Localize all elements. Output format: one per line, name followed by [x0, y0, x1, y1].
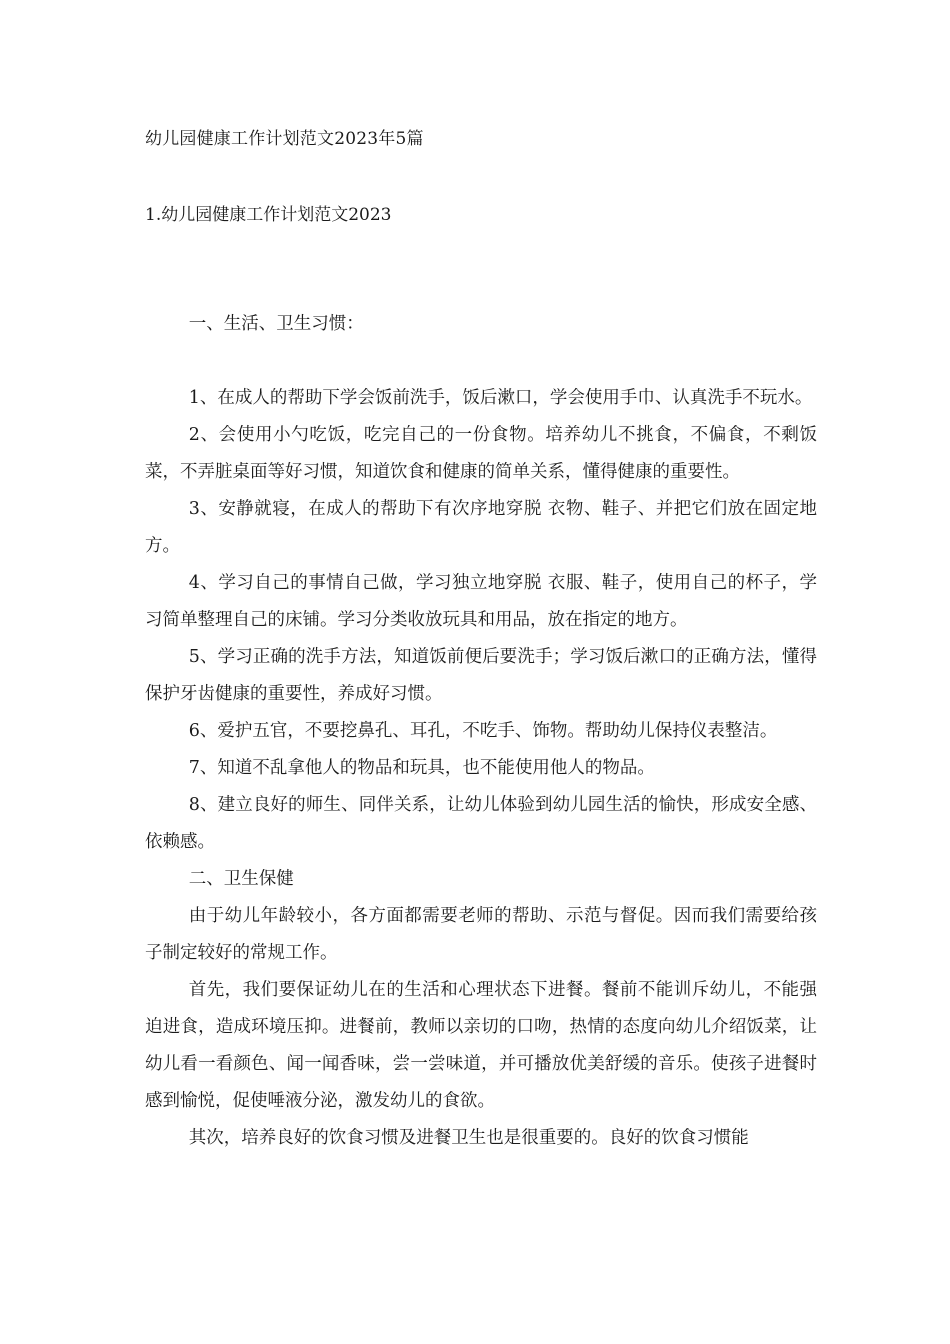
paragraph: 1、在成人的帮助下学会饭前洗手，饭后漱口，学会使用手巾、认真洗手不玩水。	[188, 388, 813, 408]
document-body	[145, 306, 817, 1157]
paragraph: 5、学习正确的洗手方法，知道饭前便后要洗手；学习饭后漱口的正确方法，懂得保护牙齿健康的重要性，养成好习惯。	[145, 647, 817, 704]
paragraph: 6、爱护五官，不要挖鼻孔、耳孔，不吃手、饰物。帮助幼儿保持仪表整洁。	[188, 721, 778, 741]
paragraph: 首先，我们要保证幼儿在的生活和心理状态下进餐。餐前不能训斥幼儿，不能强迫进食，造成环境压抑。进餐前，教师以亲切的口吻，热情的态度向幼儿介绍饭菜，让幼儿看一看颜色、闻一闻香味，尝一尝味道，并可播放优美舒缓的音乐。使孩子进餐时感到愉悦，促使唾液分泌，激发幼儿的食欲。	[145, 980, 817, 1111]
paragraph: 由于幼儿年龄较小，各方面都需要老师的帮助、示范与督促。因而我们需要给孩子制定较好的常规工作。	[145, 906, 817, 963]
subheading-health-care: 二、卫生保健	[188, 869, 294, 889]
paragraph: 其次，培养良好的饮食习惯及进餐卫生也是很重要的。良好的饮食习惯能	[188, 1128, 749, 1148]
document-title: 幼儿园健康工作计划范文2023年5篇	[145, 129, 424, 149]
paragraph: 2、会使用小勺吃饭，吃完自己的一份食物。培养幼儿不挑食，不偏食，不剩饭菜，不弄脏桌面等好习惯，知道饮食和健康的简单关系，懂得健康的重要性。	[145, 425, 817, 482]
paragraph: 3、安静就寝，在成人的帮助下有次序地穿脱 衣物、鞋子、并把它们放在固定地方。	[145, 499, 817, 556]
paragraph: 7、知道不乱拿他人的物品和玩具，也不能使用他人的物品。	[188, 758, 655, 778]
paragraph: 8、建立良好的师生、同伴关系，让幼儿体验到幼儿园生活的愉快，形成安全感、依赖感。	[145, 795, 817, 852]
paragraph: 4、学习自己的事情自己做，学习独立地穿脱 衣服、鞋子，使用自己的杯子，学习简单整理自己的床铺。学习分类收放玩具和用品，放在指定的地方。	[145, 573, 817, 630]
subheading-habits: 一、生活、卫生习惯：	[188, 314, 364, 334]
section-title: 1.幼儿园健康工作计划范文2023	[145, 205, 392, 225]
